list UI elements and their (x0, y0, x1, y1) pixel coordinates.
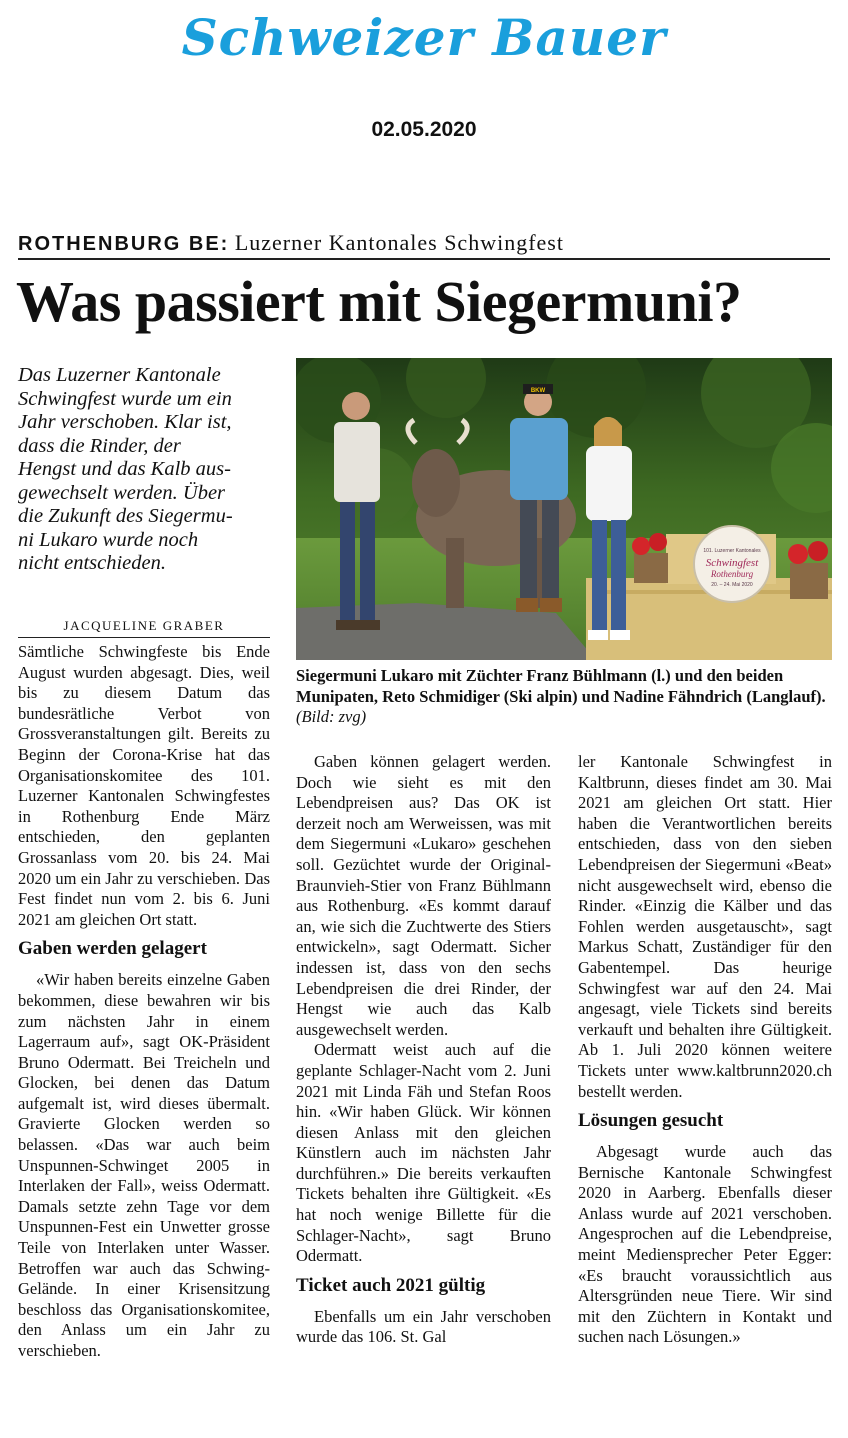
headline: Was passiert mit Siegermuni? (16, 269, 742, 334)
photo-caption (296, 666, 832, 728)
article-photo (296, 358, 832, 660)
lead-line: Das Luzerner Kantonale (18, 364, 221, 386)
lead-line: nicht entschieden. (18, 552, 167, 574)
lead-line: ni Lukaro wurde noch (18, 528, 199, 551)
photo-logo-place: Rothenburg (710, 569, 754, 579)
body-paragraph-start (296, 1307, 551, 1348)
photo-logo-top: 101. Luzerner Kantonales (703, 548, 761, 554)
kicker (18, 230, 830, 260)
photo-illustration (296, 358, 832, 660)
article-column-2 (296, 752, 551, 1348)
body-paragraph: «Wir haben bereits einzelne Gaben bekommen, diese bewahren wir bis zum nächsten Jahr in einem Lagerraum auf», sagt OK-Präsident Bruno Odermatt. Bei Treicheln und Glocken, bei denen das Datum aufgemalt ist, wird dieses übermalt. Gravierte Glocken werden so belassen. «Das war auch beim Unspunnen-Schwinget 2005 in Interlaken der Fall», weiss Odermatt. Damals setzte zehn Tage vor dem Unspunnen-Fest ein Unwetter grosse Teile von Interlaken unter Wasser. Betroffen war auch das Schwing-Gelände. In einer Krisensitzung beschloss das Organisationskomitee, den Anlass um ein Jahr zu verschieben. (18, 970, 270, 1360)
kicker-place: ROTHENBURG BE: (18, 233, 230, 255)
lead-line: Hengst und das Kalb aus- (18, 458, 231, 480)
photo-cap-text: BKW (530, 388, 546, 394)
lead-line: gewechselt werden. Über (18, 481, 226, 504)
author-byline: JACQUELINE GRABER (18, 618, 270, 638)
body-paragraph: Sämtliche Schwingfeste bis Ende August wurden abgesagt. Dies, weil bis zu diesem Datum das bundesrätliche Verbot von Grossveranstaltungen gilt. Bereits zu Beginn der Corona-Krise hat das Organisationskomitee des 101. Luzerner Kantonalen Schwingfestes in Rothenburg Ende März entschieden, den geplanten Grossanlass vom 20. bis 24. Mai 2020 um ein Jahr zu verschieben. Das Fest findet nun vom 2. bis 6. Juni 2021 am gleichen Ort statt. (18, 642, 270, 929)
photo-logo-dates: 20. – 24. Mai 2020 (711, 582, 753, 588)
article-column-3 (578, 752, 832, 1348)
lead-line: dass die Rinder, der (18, 434, 181, 457)
kicker-topic: Luzerner Kantonales Schwingfest (234, 230, 564, 255)
lead-line: Jahr verschoben. Klar ist, (18, 411, 232, 433)
caption-text: Siegermuni Lukaro mit Züchter Franz Bühlmann (l.) und den beiden Munipaten, Reto Schmidiger (Ski alpin) und Nadine Fähndrich (Langlauf). (296, 666, 826, 706)
subheading: Gaben werden gelagert (18, 938, 207, 960)
subheading: Ticket auch 2021 gültig (296, 1274, 486, 1296)
lead-paragraph (18, 364, 276, 576)
lead-line: die Zukunft des Siegermu- (18, 505, 233, 527)
issue-date: 02.05.2020 (371, 118, 477, 141)
body-text: Ebenfalls um ein Jahr verschoben wurde das 106. St. Gal (296, 1306, 551, 1347)
body-paragraph: Odermatt weist auch auf die geplante Schlager-Nacht vom 2. Juni 2021 mit Linda Fäh und Stefan Roos hin. «Wir haben Glück. Wir können diesen Anlass mit den gleichen Künstlern auch im nächsten Jahr durchführen.» Die bereits verkauften Tickets behalten ihre Gültigkeit. «Es hat noch wenige Billette für die Schlager-Nacht», sagt Bruno Odermatt. (296, 1040, 551, 1266)
caption-credit: (Bild: zvg) (296, 707, 367, 726)
subheading: Lösungen gesucht (578, 1110, 724, 1132)
masthead-title: Schweizer Bauer (181, 8, 667, 67)
body-paragraph: Abgesagt wurde auch das Bernische Kantonale Schwingfest 2020 in Aarberg. Ebenfalls dieser Anlass wurde auf 2021 verschoben. Angesprochen auf die Lebendpreise, meint Mediensprecher Peter Egger: «Es braucht voraussichtlich aus Altersgründen neue Tiere. Wir sind mit den Züchtern in Kontakt und suchen nach Lösungen.» (578, 1142, 832, 1347)
lead-line: Schwingfest wurde um ein (18, 387, 232, 410)
article-column-1 (18, 642, 270, 1362)
masthead-logo (0, 8, 848, 67)
body-paragraph: Gaben können gelagert werden. Doch wie sieht es mit den Lebendpreisen aus? Das OK ist derzeit noch am Werweissen, was mit dem Siegermuni «Lukaro» geschehen soll. Gezüchtet wurde der Original-Braunvieh-Stier von Franz Bühlmann aus Rothenburg. «Es kommt darauf an, wie sich die Zuchtwerte des Stiers entwickeln», sagt Odermatt. Sicher indessen ist, dass von den sechs Lebendpreisen die drei Rinder, der Hengst wie auch das Kalb ausgewechselt werden. (296, 752, 551, 1039)
photo-logo-main: Schwingfest (705, 557, 759, 569)
body-paragraph-continued: ler Kantonale Schwingfest in Kaltbrunn, dieses findet am 30. Mai 2021 am gleichen Ort statt. Hier haben die Verantwortlichen bereits entschieden, dass von den sieben Lebendpreisen der Siegermuni «Beat» nicht ausgewechselt wird, ebenso die Rinder. «Einzig die Kälber und das Fohlen werden ausgetauscht», sagt Markus Schatt, Zuständiger für den Gabentempel. Das heurige Schwingfest war auf den 24. Mai angesagt, viele Tickets sind bereits verkauft und behalten ihre Gültigkeit. Ab 1. Juli 2020 können weitere Tickets unter www.kaltbrunn2020.ch bestellt werden. (578, 752, 832, 1101)
